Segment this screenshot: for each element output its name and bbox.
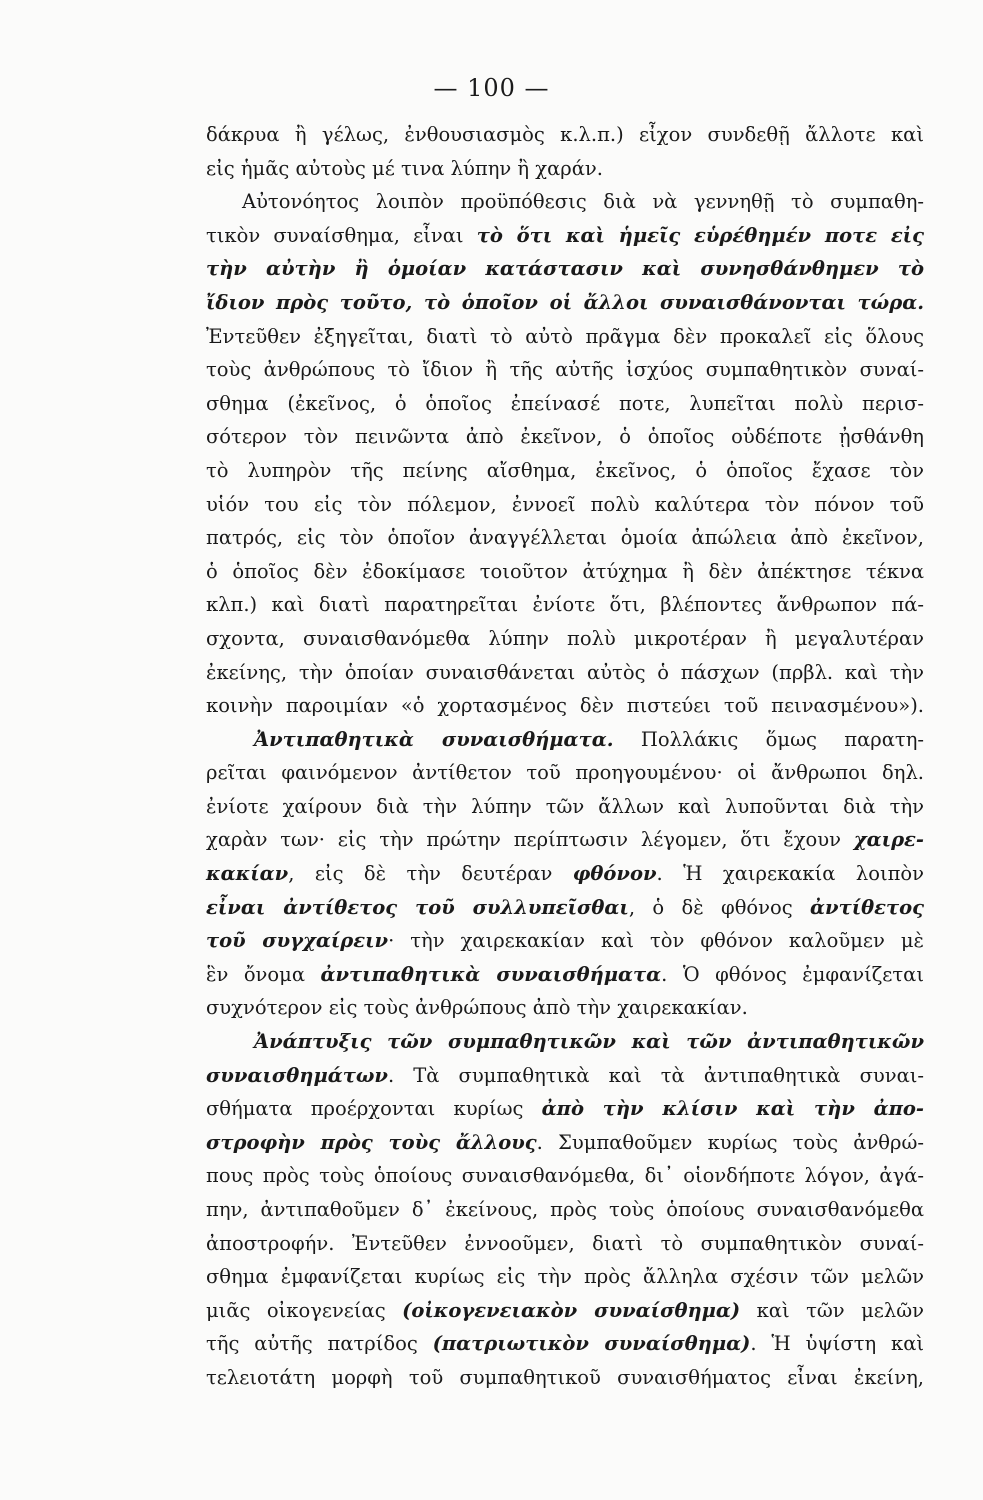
emphasis: (πατριωτικὸν συναίσθημα)	[432, 1332, 751, 1356]
section-heading: Ἀνάπτυξις τῶν συμπαθητικῶν καὶ τῶν ἀντιπαθητικῶν	[254, 1030, 924, 1054]
text-line: πους πρὸς τοὺς ὁποίους συναισθανόμεθα, δι᾿ οἱονδήποτε λόγον, ἀγά-	[206, 1164, 924, 1188]
emphasis: φθόνον	[572, 862, 657, 886]
text-line: πατρός, εἰς τὸν ὁποῖον ἀναγγέλλεται ὁμοία ἀπώλεια ἀπὸ ἐκεῖνον,	[206, 526, 924, 550]
text-line: σότερον τὸν πεινῶντα ἀπὸ ἐκεῖνον, ὁ ὁποῖος οὐδέποτε ᾐσθάνθη	[206, 425, 924, 449]
section-heading: Ἀντιπαθητικὰ συναισθήματα.	[254, 727, 614, 751]
text-line: πην, ἀντιπαθοῦμεν δ᾿ ἐκείνους, πρὸς τοὺς ὁποίους συναισθανόμεθα	[206, 1198, 924, 1221]
text-line: τοὺς ἀνθρώπους τὸ ἴδιον ἢ τῆς αὐτῆς ἰσχύος συμπαθητικὸν συναί-	[206, 358, 924, 382]
text-line: ὁ ὁποῖος δὲν ἐδοκίμασε τοιοῦτον ἀτύχημα ἢ δὲν ἀπέκτησε τέκνα	[206, 559, 924, 583]
emphasis: χαιρε-	[853, 828, 924, 852]
emphasis: στροφὴν πρὸς τοὺς ἄλλους	[206, 1130, 537, 1154]
text-line: κακίαν, εἰς δὲ τὴν δευτέραν φθόνον. Ἡ χαιρεκακία λοιπὸν	[206, 862, 924, 886]
text-line: κοινὴν παροιμίαν «ὁ χορτασμένος δὲν πιστεύει τοῦ πεινασμένου»).	[206, 694, 924, 718]
text-line: ἓν ὄνομα ἀντιπαθητικὰ συναισθήματα. Ὁ φθόνος ἐμφανίζεται	[206, 962, 924, 986]
emphasis: (οἰκογενειακὸν συναίσθημα)	[402, 1298, 741, 1322]
emphasis: εἶναι ἀντίθετος τοῦ συλλυπεῖσθαι	[206, 895, 629, 919]
text-line: σθήματα προέρχονται κυρίως ἀπὸ τὴν κλίσιν καὶ τὴν ἀπο-	[206, 1097, 925, 1121]
text-line: τελειοτάτη μορφὴ τοῦ συμπαθητικοῦ συναισθήματος εἶναι ἐκείνη,	[206, 1365, 924, 1389]
text-line: ἐνίοτε χαίρουν διὰ τὴν λύπην τῶν ἄλλων καὶ λυποῦνται διὰ τὴν	[206, 794, 924, 818]
text-line: χαρὰν των· εἰς τὴν πρώτην περίπτωσιν λέγομεν, ὅτι ἔχουν χαιρε-	[206, 828, 924, 852]
text-line: Ἐντεῦθεν ἐξηγεῖται, διατὶ τὸ αὐτὸ πρᾶγμα δὲν προκαλεῖ εἰς ὅλους	[206, 324, 924, 348]
text-line: Αὐτονόητος λοιπὸν προϋπόθεσις διὰ νὰ γεννηθῇ τὸ συμπαθη-	[242, 190, 924, 214]
text-line	[206, 252, 924, 286]
text-line: ἀποστροφήν. Ἐντεῦθεν ἐννοοῦμεν, διατὶ τὸ συμπαθητικὸν συναί-	[206, 1231, 924, 1255]
text-line: τῆς αὐτῆς πατρίδος (πατριωτικὸν συναίσθημα). Ἡ ὑψίστη καὶ	[206, 1332, 925, 1356]
text-line: εἰς ἡμᾶς αὐτοὺς μέ τινα λύπην ἢ χαράν.	[206, 156, 603, 180]
text-line: σθημα ἐμφανίζεται κυρίως εἰς τὴν πρὸς ἄλληλα σχέσιν τῶν μελῶν	[206, 1265, 924, 1289]
text-line: εἶναι ἀντίθετος τοῦ συλλυπεῖσθαι, ὁ δὲ φθόνος ἀντίθετος	[206, 895, 924, 919]
emphasis: ἴδιον πρὸς τοῦτο, τὸ ὁποῖον οἱ ἄλλοι συναισθάνονται τώρα.	[206, 290, 924, 314]
text-line: σθημα (ἐκεῖνος, ὁ ὁποῖος ἐπείνασέ ποτε, λυπεῖται πολὺ περισ-	[206, 391, 924, 415]
text-line	[206, 1025, 924, 1059]
emphasis: ἀντιπαθητικὰ συναισθήματα	[320, 962, 662, 986]
emphasis: ἀντίθετος	[810, 895, 924, 919]
text-line: μιᾶς οἰκογενείας (οἰκογενειακὸν συναίσθημα) καὶ τῶν μελῶν	[206, 1298, 924, 1322]
body-text	[206, 118, 924, 1395]
text-line: υἱόν του εἰς τὸν πόλεμον, ἐννοεῖ πολὺ καλύτερα τὸν πόνον τοῦ	[206, 492, 924, 516]
text-line: τικὸν συναίσθημα, εἶναι τὸ ὅτι καὶ ἡμεῖς εὑρέθημέν ποτε εἰς	[206, 223, 924, 247]
section-heading: συναισθημάτων	[206, 1063, 388, 1087]
emphasis: τὴν αὐτὴν ἢ ὁμοίαν κατάστασιν καὶ συνησθάνθημεν τὸ	[206, 257, 924, 281]
text-line: ρεῖται φαινόμενον ἀντίθετον τοῦ προηγουμένου· οἱ ἄνθρωποι δηλ.	[206, 761, 924, 785]
text-line: Ἀντιπαθητικὰ συναισθήματα. Πολλάκις ὅμως παρατη-	[254, 727, 924, 751]
emphasis: ἀπὸ τὴν κλίσιν καὶ τὴν ἀπο-	[541, 1097, 925, 1121]
emphasis: τοῦ συγχαίρειν	[206, 929, 389, 953]
text-line: τὸ λυπηρὸν τῆς πείνης αἴσθημα, ἐκεῖνος, ὁ ὁποῖος ἔχασε τὸν	[206, 458, 924, 482]
text-line: ἐκείνης, τὴν ὁποίαν συναισθάνεται αὐτὸς ὁ πάσχων (πρβλ. καὶ τὴν	[206, 660, 924, 684]
emphasis: κακίαν	[206, 862, 289, 886]
text-line: συχνότερον εἰς τοὺς ἀνθρώπους ἀπὸ τὴν χαιρεκακίαν.	[206, 996, 748, 1020]
text-line: συναισθημάτων. Τὰ συμπαθητικὰ καὶ τὰ ἀντιπαθητικὰ συναι-	[206, 1063, 924, 1087]
text-line	[206, 286, 924, 320]
page-number: — 100 —	[433, 74, 550, 102]
text-line: δάκρυα ἢ γέλως, ἐνθουσιασμὸς κ.λ.π.) εἶχον συνδεθῇ ἄλλοτε καὶ	[206, 123, 924, 146]
text-line: τοῦ συγχαίρειν· τὴν χαιρεκακίαν καὶ τὸν φθόνον καλοῦμεν μὲ	[206, 929, 924, 953]
text-line: στροφὴν πρὸς τοὺς ἄλλους. Συμπαθοῦμεν κυρίως τοὺς ἀνθρώ-	[206, 1130, 924, 1154]
emphasis: τὸ ὅτι καὶ ἡμεῖς εὑρέθημέν ποτε εἰς	[476, 223, 924, 247]
text-line: σχοντα, συναισθανόμεθα λύπην πολὺ μικροτέραν ἢ μεγαλυτέραν	[206, 626, 924, 650]
text-line: κλπ.) καὶ διατὶ παρατηρεῖται ἐνίοτε ὅτι, βλέποντες ἄνθρωπον πά-	[206, 593, 924, 617]
